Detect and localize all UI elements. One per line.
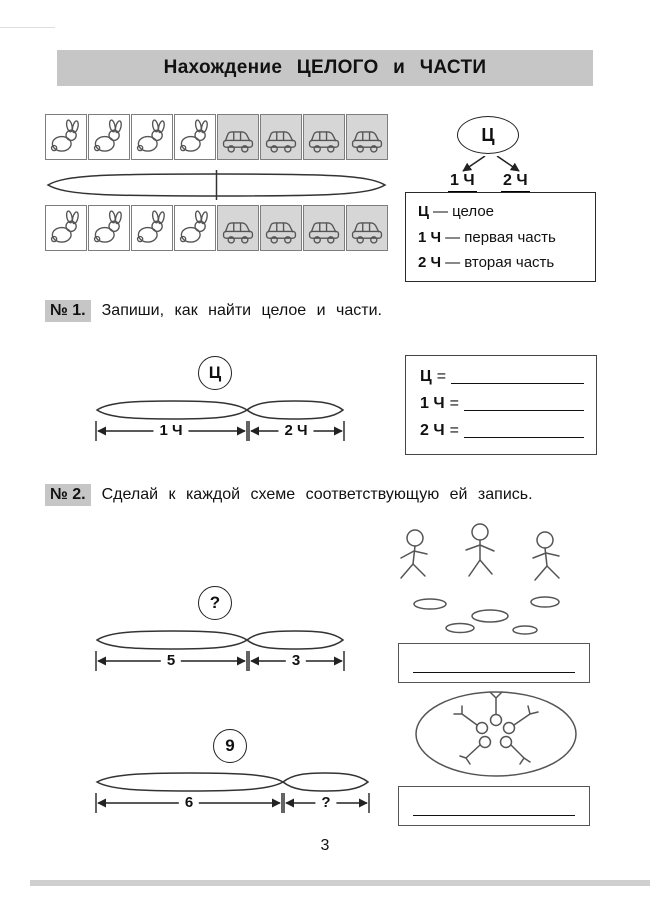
car-icon [350,209,384,247]
bunny-icon [49,209,83,247]
car-card [303,114,345,160]
bunny-icon [135,118,169,156]
legend-term: 1 Ч [418,228,442,246]
task2b-scheme-bar [95,770,370,794]
task1-text: Запиши, как найти целое и части. [101,302,382,319]
task2b-part2-label: ? [315,794,336,812]
answer-line [464,437,584,438]
task2a-answer-box [398,643,590,683]
answer-row [420,422,584,440]
car-icon [350,118,384,156]
car-icon [264,118,298,156]
bunny-card [45,205,87,251]
task2-number-badge: № 2. [45,484,91,506]
legend-term: Ц [418,203,429,220]
object-cards-row-bottom [45,205,388,251]
task1-scheme-bar [95,398,345,422]
task1-number-badge: № 1. [45,300,91,322]
answer-row [420,395,584,413]
legend-definition: — первая часть [445,228,556,246]
bunny-icon [178,118,212,156]
children-circle-illustration [412,686,580,780]
task2a-whole-circle [198,586,232,620]
answer-line [413,815,575,816]
bunny-card [88,205,130,251]
legend-row [418,229,583,246]
bunny-icon [178,209,212,247]
task2a-part2-label: 3 [286,652,306,670]
legend-row [418,203,583,220]
car-card [303,205,345,251]
task2a-scheme-bar [95,628,345,652]
task2b-whole-circle [213,729,247,763]
answer-label: 1 Ч [420,394,445,412]
children-playing-illustration [385,520,590,638]
car-icon [307,118,341,156]
car-card [346,114,388,160]
task2b-whole-label: 9 [225,736,235,755]
task1-whole-label: Ц [208,363,222,382]
page-title [57,50,593,86]
whole-oval [457,116,519,154]
whole-bracket [45,170,388,200]
car-icon [307,209,341,247]
car-icon [264,209,298,247]
page-edge-shadow [30,880,650,886]
task2-text: Сделай к каждой схеме соответствующую ей запись. [101,486,533,503]
answer-line [451,383,584,384]
car-icon [221,118,255,156]
bunny-card [174,114,216,160]
answer-line [413,672,575,673]
part1-ref-label: 1 Ч [448,172,477,193]
equals-sign: = [449,421,459,439]
whole-oval-label: Ц [481,124,495,145]
task2b-answer-box [398,786,590,826]
equals-sign: = [436,368,447,386]
car-card [346,205,388,251]
bunny-icon [49,118,83,156]
car-card [217,205,259,251]
bunny-card [131,205,173,251]
task1-part2-label: 2 Ч [278,422,313,440]
bunny-card [174,205,216,251]
answer-row [420,368,584,386]
task1-header [45,300,610,322]
task2b-part1-label: 6 [179,794,199,812]
object-cards-row-top [45,114,388,160]
bunny-card [131,114,173,160]
part2-ref-label: 2 Ч [501,172,530,193]
legend-definition: — вторая часть [445,254,555,271]
bunny-icon [135,209,169,247]
bunny-card [88,114,130,160]
legend-box [405,192,596,282]
car-card [217,114,259,160]
legend-definition: — целое [432,203,495,220]
task2a-whole-label: ? [209,593,221,612]
task1-part1-label: 1 Ч [153,422,188,440]
scan-edge-mark [0,27,55,28]
car-icon [221,209,255,247]
task2a-part1-label: 5 [161,652,181,670]
bunny-icon [92,209,126,247]
legend-row [418,254,583,271]
answer-line [464,410,584,411]
answer-label: 2 Ч [420,421,445,439]
task1-answer-box [405,355,597,455]
car-card [260,205,302,251]
equals-sign: = [449,394,459,412]
page-title-text: Нахождение ЦЕЛОГО и ЧАСТИ [163,57,487,78]
bunny-card [45,114,87,160]
task2-header [45,484,610,506]
page-number: 3 [320,837,330,854]
task1-whole-circle [198,356,232,390]
bunny-icon [92,118,126,156]
car-card [260,114,302,160]
legend-term: 2 Ч [418,254,442,271]
answer-label: Ц [420,368,432,386]
